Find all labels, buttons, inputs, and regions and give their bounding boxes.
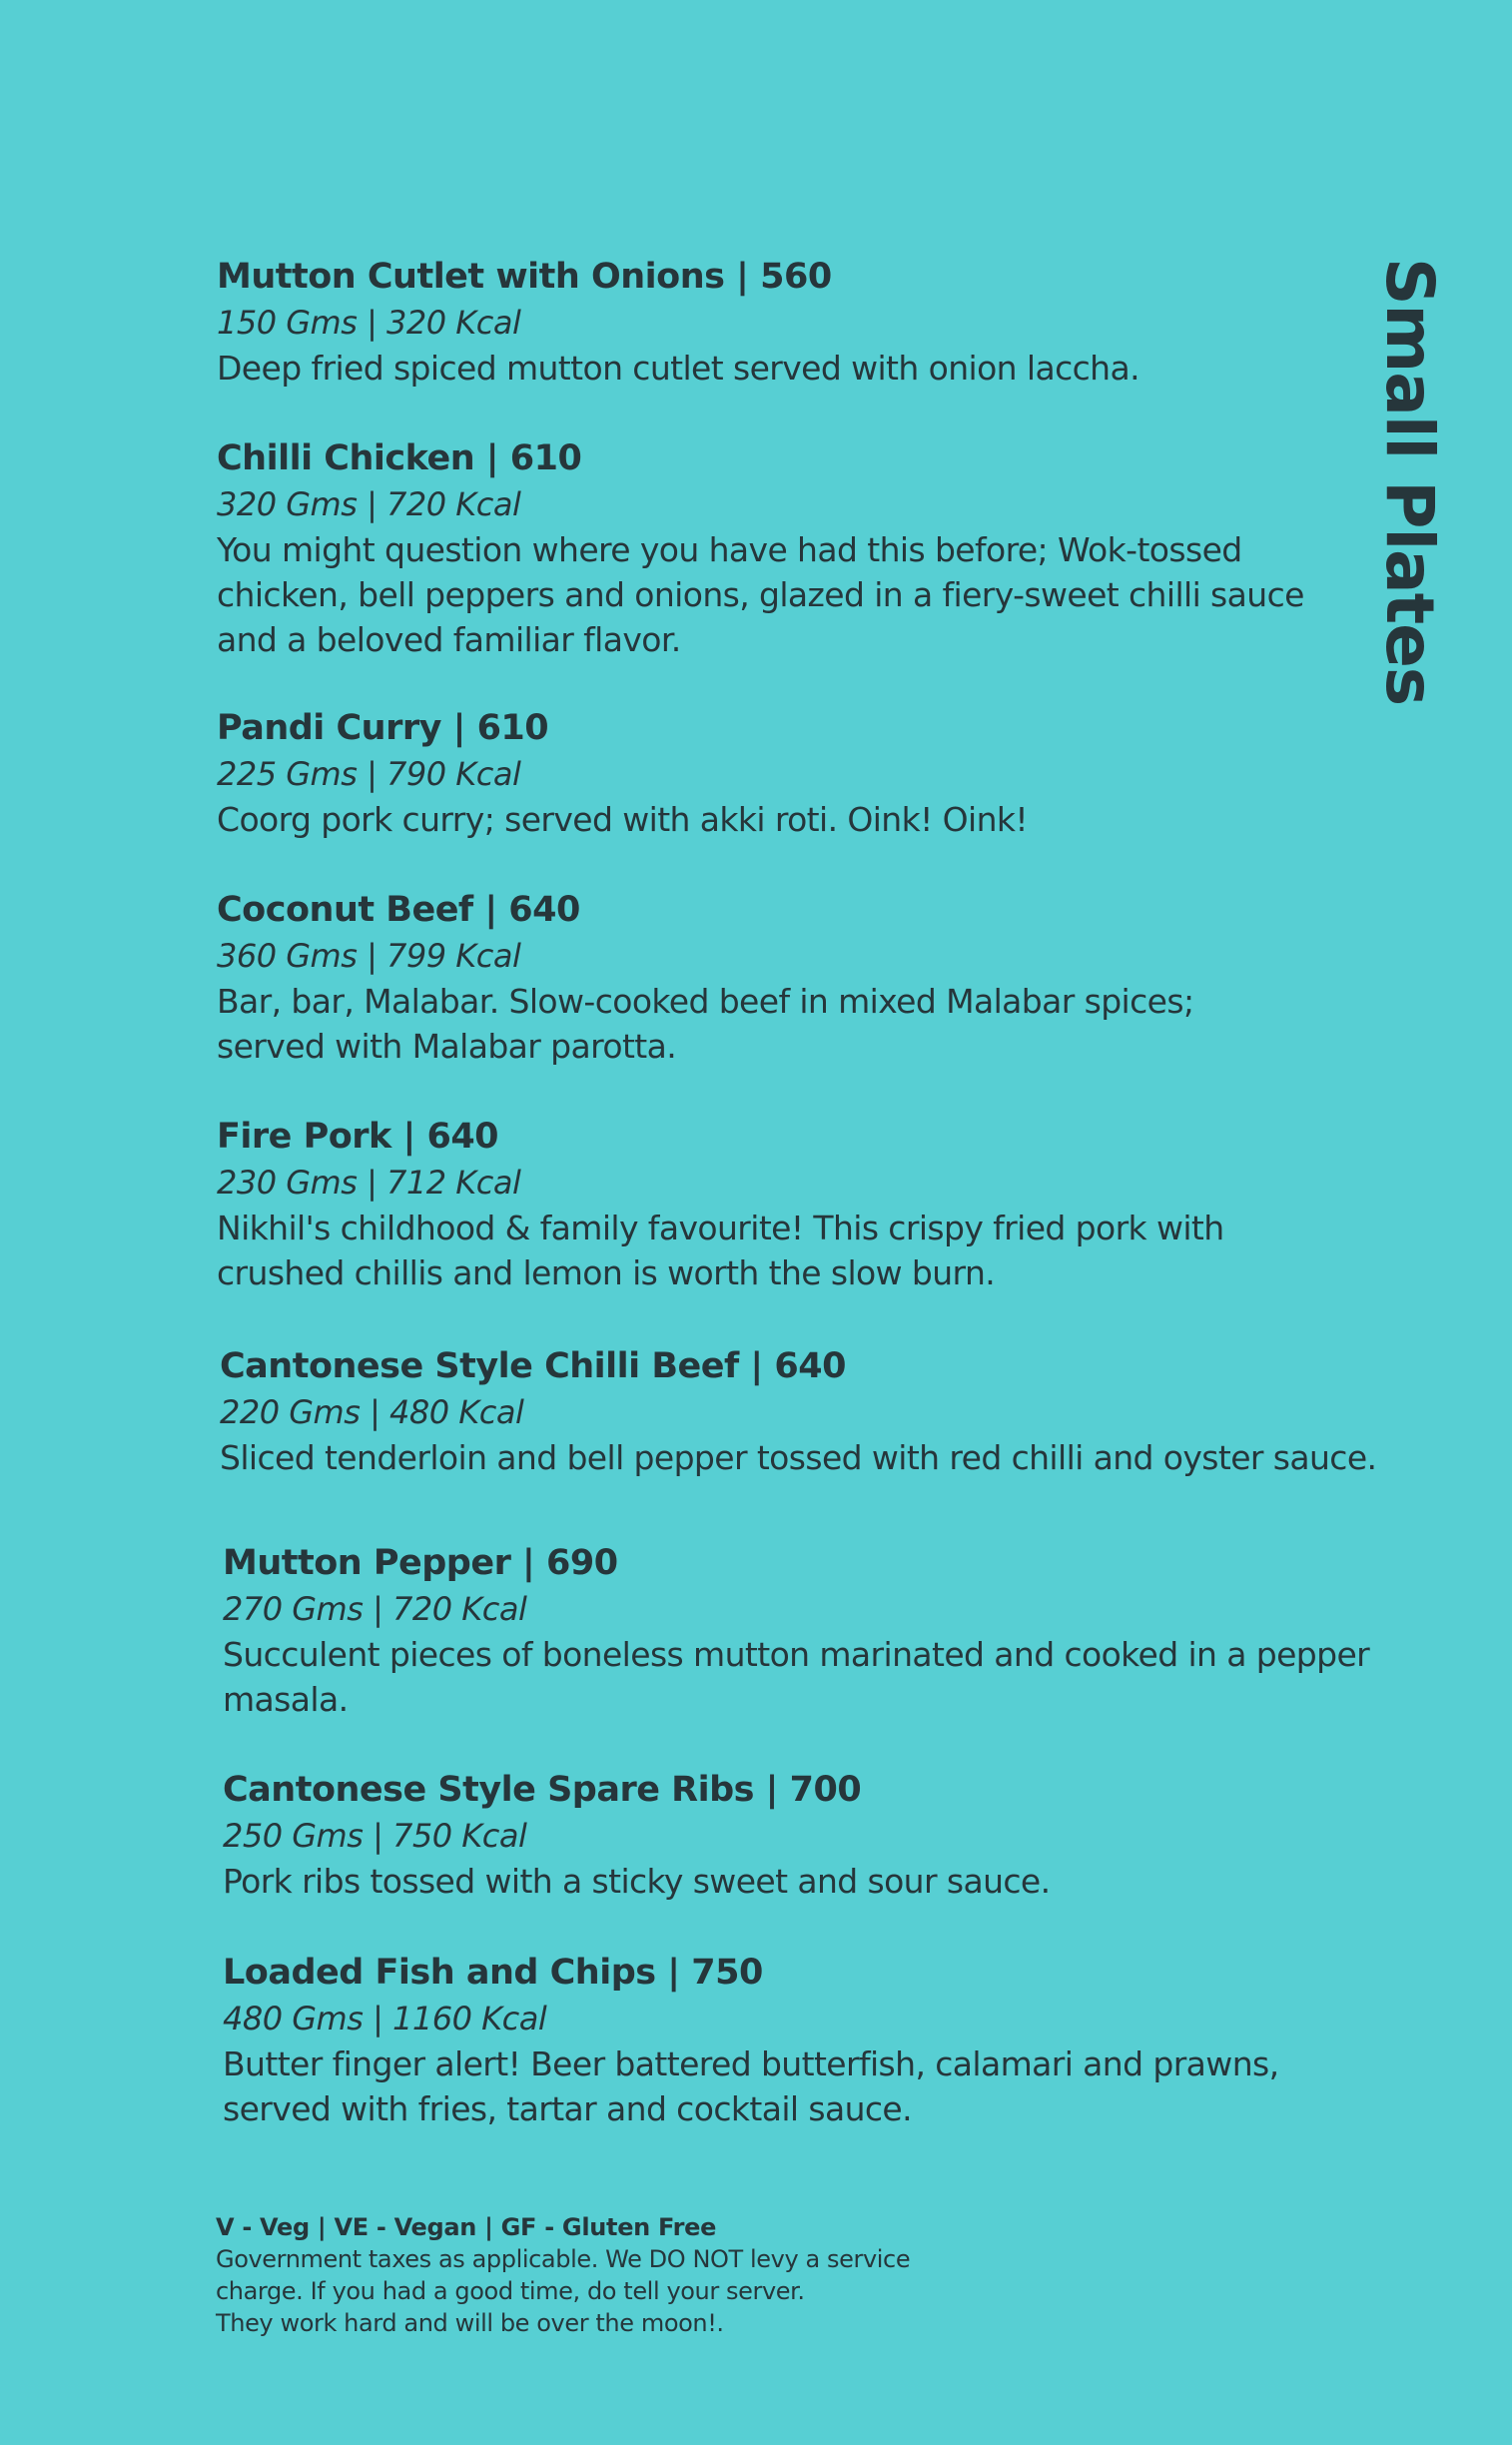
item-title: Mutton Cutlet with Onions | 560 (217, 257, 832, 297)
item-description: Butter finger alert! Beer battered butterfish, calamari and prawns, served with fries, tartar and cocktail sauce. (223, 2044, 1279, 2128)
item-description: Nikhil's childhood & family favourite! This crispy fried pork with crushed chillis and lemon is worth the slow burn. (217, 1209, 1224, 1292)
menu-item-fire-pork (217, 1116, 1305, 1295)
item-weight-calories: 220 Gms | 480 Kcal (220, 1393, 524, 1431)
section-title: Small Plates (1371, 258, 1448, 706)
item-weight-calories: 150 Gms | 320 Kcal (217, 304, 521, 342)
item-description: Coorg pork curry; served with akki roti. Oink! Oink! (217, 800, 1029, 839)
menu-item-chilli-chicken (217, 437, 1305, 662)
item-description: Sliced tenderloin and bell pepper tossed with red chilli and oyster sauce. (220, 1438, 1377, 1477)
footer-note-line: charge. If you had a good time, do tell your server. (216, 2277, 805, 2305)
item-weight-calories: 225 Gms | 790 Kcal (217, 755, 521, 793)
menu-item-mutton-pepper (223, 1542, 1471, 1722)
item-title: Fire Pork | 640 (217, 1117, 499, 1157)
menu-item-cantonese-spare-ribs (223, 1769, 1471, 1904)
item-weight-calories: 250 Gms | 750 Kcal (223, 1817, 527, 1855)
menu-item-mutton-cutlet (217, 256, 1305, 391)
menu-item-coconut-beef (217, 889, 1305, 1069)
item-weight-calories: 230 Gms | 712 Kcal (217, 1164, 521, 1202)
item-title: Mutton Pepper | 690 (223, 1543, 618, 1583)
item-title: Coconut Beef | 640 (217, 890, 580, 930)
item-description: Pork ribs tossed with a sticky sweet and sour sauce. (223, 1862, 1051, 1901)
item-title: Cantonese Style Spare Ribs | 700 (223, 1770, 862, 1810)
item-title: Cantonese Style Chilli Beef | 640 (220, 1346, 846, 1386)
item-weight-calories: 270 Gms | 720 Kcal (223, 1590, 527, 1628)
footer (216, 2211, 975, 2339)
item-title: Chilli Chicken | 610 (217, 438, 582, 478)
item-weight-calories: 360 Gms | 799 Kcal (217, 937, 521, 975)
item-weight-calories: 480 Gms | 1160 Kcal (223, 2000, 547, 2038)
item-description: You might question where you have had this before; Wok-tossed chicken, bell peppers and onions, glazed in a fiery-sweet chilli sauce and a beloved familiar flavor. (217, 530, 1304, 659)
item-title: Pandi Curry | 610 (217, 708, 549, 748)
menu-item-loaded-fish-and-chips (223, 1952, 1381, 2131)
item-weight-calories: 320 Gms | 720 Kcal (217, 485, 521, 523)
menu-item-pandi-curry (217, 707, 1305, 842)
item-description: Deep fried spiced mutton cutlet served with onion laccha. (217, 349, 1139, 388)
item-title: Loaded Fish and Chips | 750 (223, 1953, 763, 1993)
footer-note-line: Government taxes as applicable. We DO NOT levy a service (216, 2245, 911, 2273)
item-description: Bar, bar, Malabar. Slow-cooked beef in mixed Malabar spices; served with Malabar parotta. (217, 982, 1194, 1066)
item-description: Succulent pieces of boneless mutton marinated and cooked in a pepper masala. (223, 1635, 1370, 1719)
footer-note-line: They work hard and will be over the moon!. (216, 2309, 724, 2337)
diet-legend: V - Veg | VE - Vegan | GF - Gluten Free (216, 2213, 717, 2241)
menu-item-cantonese-chilli-beef (220, 1345, 1478, 1480)
